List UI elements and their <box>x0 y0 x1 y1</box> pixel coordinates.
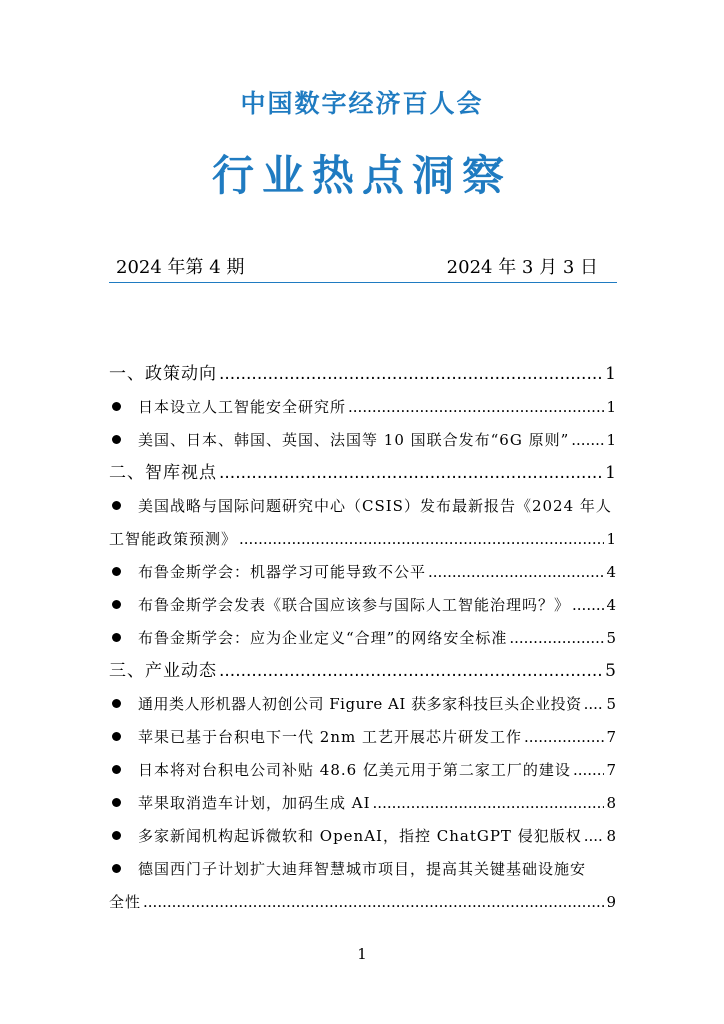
toc-leader <box>584 688 605 721</box>
toc-page-number: 4 <box>606 596 616 614</box>
toc-page-number: 1 <box>605 364 616 384</box>
organization-title: 中国数字经济百人会 <box>240 89 484 118</box>
toc-page-number: 4 <box>606 563 616 581</box>
toc-entry-title: 日本将对台积电公司补贴 48.6 亿美元用于第二家工厂的建设 <box>138 761 571 779</box>
toc-section[interactable] <box>109 358 616 391</box>
toc-entry-title: 美国战略与国际问题研究中心（CSIS）发布最新报告《2024 年人 <box>138 497 612 515</box>
bullet-icon <box>112 435 121 444</box>
bullet-icon <box>112 864 121 873</box>
toc-entry-title: 布鲁金斯学会：应为企业定义“合理”的网络安全标准 <box>138 629 508 647</box>
toc-entry-wrapped[interactable] <box>109 853 616 919</box>
toc-section[interactable] <box>109 457 616 490</box>
toc-leader <box>239 523 604 556</box>
toc-page-number: 8 <box>606 794 616 812</box>
toc-section-title: 三、产业动态 <box>109 661 217 681</box>
toc-page-number: 5 <box>606 695 616 713</box>
toc-leader <box>428 556 604 589</box>
table-of-contents <box>109 358 616 919</box>
toc-entry-title: 苹果取消造车计划，加码生成 AI <box>138 794 371 812</box>
page-number: 1 <box>357 945 367 963</box>
toc-leader <box>573 754 605 787</box>
toc-entry-title: 苹果已基于台积电下一代 2nm 工艺开展芯片研发工作 <box>138 728 522 746</box>
bullet-icon <box>112 600 121 609</box>
toc-page-number: 7 <box>606 761 616 779</box>
bullet-icon <box>112 567 121 576</box>
toc-entry[interactable] <box>109 721 616 754</box>
toc-entry-title: 多家新闻机构起诉微软和 OpenAI，指控 ChatGPT 侵犯版权 <box>138 827 582 845</box>
bullet-icon <box>112 633 121 642</box>
toc-entry-title: 布鲁金斯学会发表《联合国应该参与国际人工智能治理吗？》 <box>138 596 571 614</box>
toc-entry[interactable] <box>109 688 616 721</box>
toc-entry[interactable] <box>109 787 616 820</box>
toc-leader <box>219 457 603 490</box>
toc-leader <box>572 589 604 622</box>
toc-leader <box>571 424 604 457</box>
toc-leader <box>509 622 604 655</box>
bullet-icon <box>112 699 121 708</box>
report-title: 行业热点洞察 <box>211 151 512 200</box>
toc-entry[interactable] <box>109 589 616 622</box>
toc-entry[interactable] <box>109 754 616 787</box>
toc-page-number: 5 <box>606 629 616 647</box>
toc-entry[interactable] <box>109 556 616 589</box>
bullet-icon <box>112 798 121 807</box>
toc-leader <box>143 886 604 919</box>
bullet-icon <box>112 765 121 774</box>
toc-entry-title: 美国、日本、韩国、英国、法国等 10 国联合发布“6G 原则” <box>138 431 570 449</box>
toc-page-number: 1 <box>605 463 616 483</box>
toc-entry-title: 日本设立人工智能安全研究所 <box>138 398 347 416</box>
toc-entry-wrapped[interactable] <box>109 490 616 556</box>
issue-date: 2024 年 3 月 3 日 <box>446 257 598 278</box>
bullet-icon <box>112 402 121 411</box>
toc-page-number: 9 <box>606 893 616 911</box>
toc-leader <box>219 655 603 688</box>
toc-section-title: 二、智库视点 <box>109 463 217 483</box>
toc-leader <box>219 358 603 391</box>
toc-leader <box>348 391 604 424</box>
toc-entry-title-continued: 全性 <box>109 893 142 911</box>
bullet-icon <box>112 831 121 840</box>
bullet-icon <box>112 501 121 510</box>
toc-entry[interactable] <box>109 622 616 655</box>
toc-section-title: 一、政策动向 <box>109 364 217 384</box>
toc-entry-title: 德国西门子计划扩大迪拜智慧城市项目，提高其关键基础设施安 <box>138 860 587 878</box>
toc-leader <box>373 787 605 820</box>
toc-entry[interactable] <box>109 424 616 457</box>
toc-entry[interactable] <box>109 391 616 424</box>
toc-entry-title: 布鲁金斯学会：机器学习可能导致不公平 <box>138 563 427 581</box>
toc-leader <box>584 820 605 853</box>
toc-page-number: 7 <box>606 728 616 746</box>
toc-page-number: 5 <box>605 661 616 681</box>
toc-section[interactable] <box>109 655 616 688</box>
issue-number: 2024 年第 4 期 <box>116 257 245 278</box>
toc-page-number: 1 <box>606 530 616 548</box>
toc-page-number: 1 <box>606 398 616 416</box>
toc-entry[interactable] <box>109 820 616 853</box>
toc-leader <box>524 721 604 754</box>
toc-entry-title: 通用类人形机器人初创公司 Figure AI 获多家科技巨头企业投资 <box>138 695 582 713</box>
header-divider <box>109 282 617 283</box>
toc-entry-title-continued: 工智能政策预测》 <box>109 530 238 548</box>
issue-info <box>116 253 598 279</box>
bullet-icon <box>112 732 121 741</box>
toc-page-number: 8 <box>606 827 616 845</box>
toc-page-number: 1 <box>606 431 616 449</box>
